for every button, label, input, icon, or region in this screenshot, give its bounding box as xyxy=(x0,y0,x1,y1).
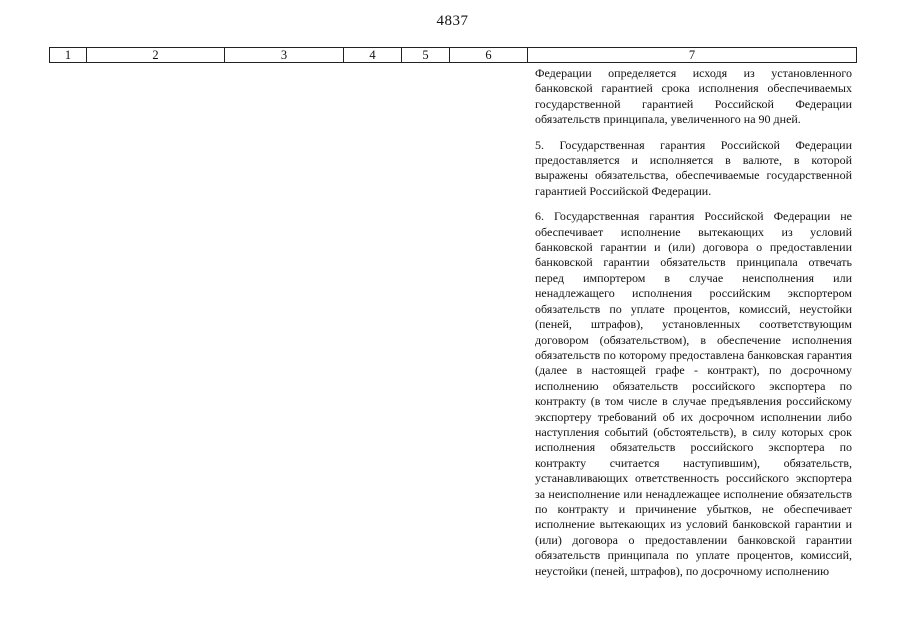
page-number: 4837 xyxy=(436,13,469,29)
paragraph-5: 5. Государственная гарантия Российской Федерации предоставляется и исполняется в валюте, в которой выражены обязательства, обеспечиваемые государственной гарантией Российской Федерации. xyxy=(535,137,852,198)
column-header-6: 6 xyxy=(450,48,528,62)
column-header-2: 2 xyxy=(87,48,225,62)
table-header-row xyxy=(49,47,857,63)
column-7-text xyxy=(535,66,852,589)
paragraph-6: 6. Государственная гарантия Российской Федерации не обеспечивает исполнение вытекающих из условий банковской гарантии и (или) договора о предоставлении банковской гарантии обязательств принципала отвечать перед импортером в случае неисполнения или ненадлежащего исполнения российским экспортером обязательств по уплате процентов, комиссий, неустойки (пеней, штрафов), установленных соответствующим договором (обязательством), в обеспечение исполнения обязательств по которому предоставлена банковская гарантия (далее в настоящей графе - контракт), по досрочному исполнению обязательств российского экспортера по контракту (в том числе в случае предъявления российскому экспортеру требований об их досрочном исполнении либо наступления событий (обстоятельств), в силу которых срок исполнения обязательств российского экспортера по контракту считается наступившим), обязательств, устанавливающих ответственность российского экспортера за неисполнение или ненадлежащее исполнение обязательств по контракту и причинение убытков, не обеспечивает исполнение вытекающих из условий банковской гарантии и (или) договора о предоставлении банковской гарантии обязательств принципала по уплате процентов, комиссий, неустойки (пеней, штрафов), по досрочному исполнению xyxy=(535,209,852,578)
column-header-5: 5 xyxy=(402,48,450,62)
column-header-3: 3 xyxy=(225,48,344,62)
paragraph-continuation: Федерации определяется исходя из установленного банковской гарантией срока исполнения обеспечиваемых государственной гарантией Российской Федерации обязательств принципала, увеличенного на 90 дней. xyxy=(535,66,852,127)
column-header-1: 1 xyxy=(50,48,87,62)
column-header-4: 4 xyxy=(344,48,402,62)
column-header-7: 7 xyxy=(688,47,696,62)
